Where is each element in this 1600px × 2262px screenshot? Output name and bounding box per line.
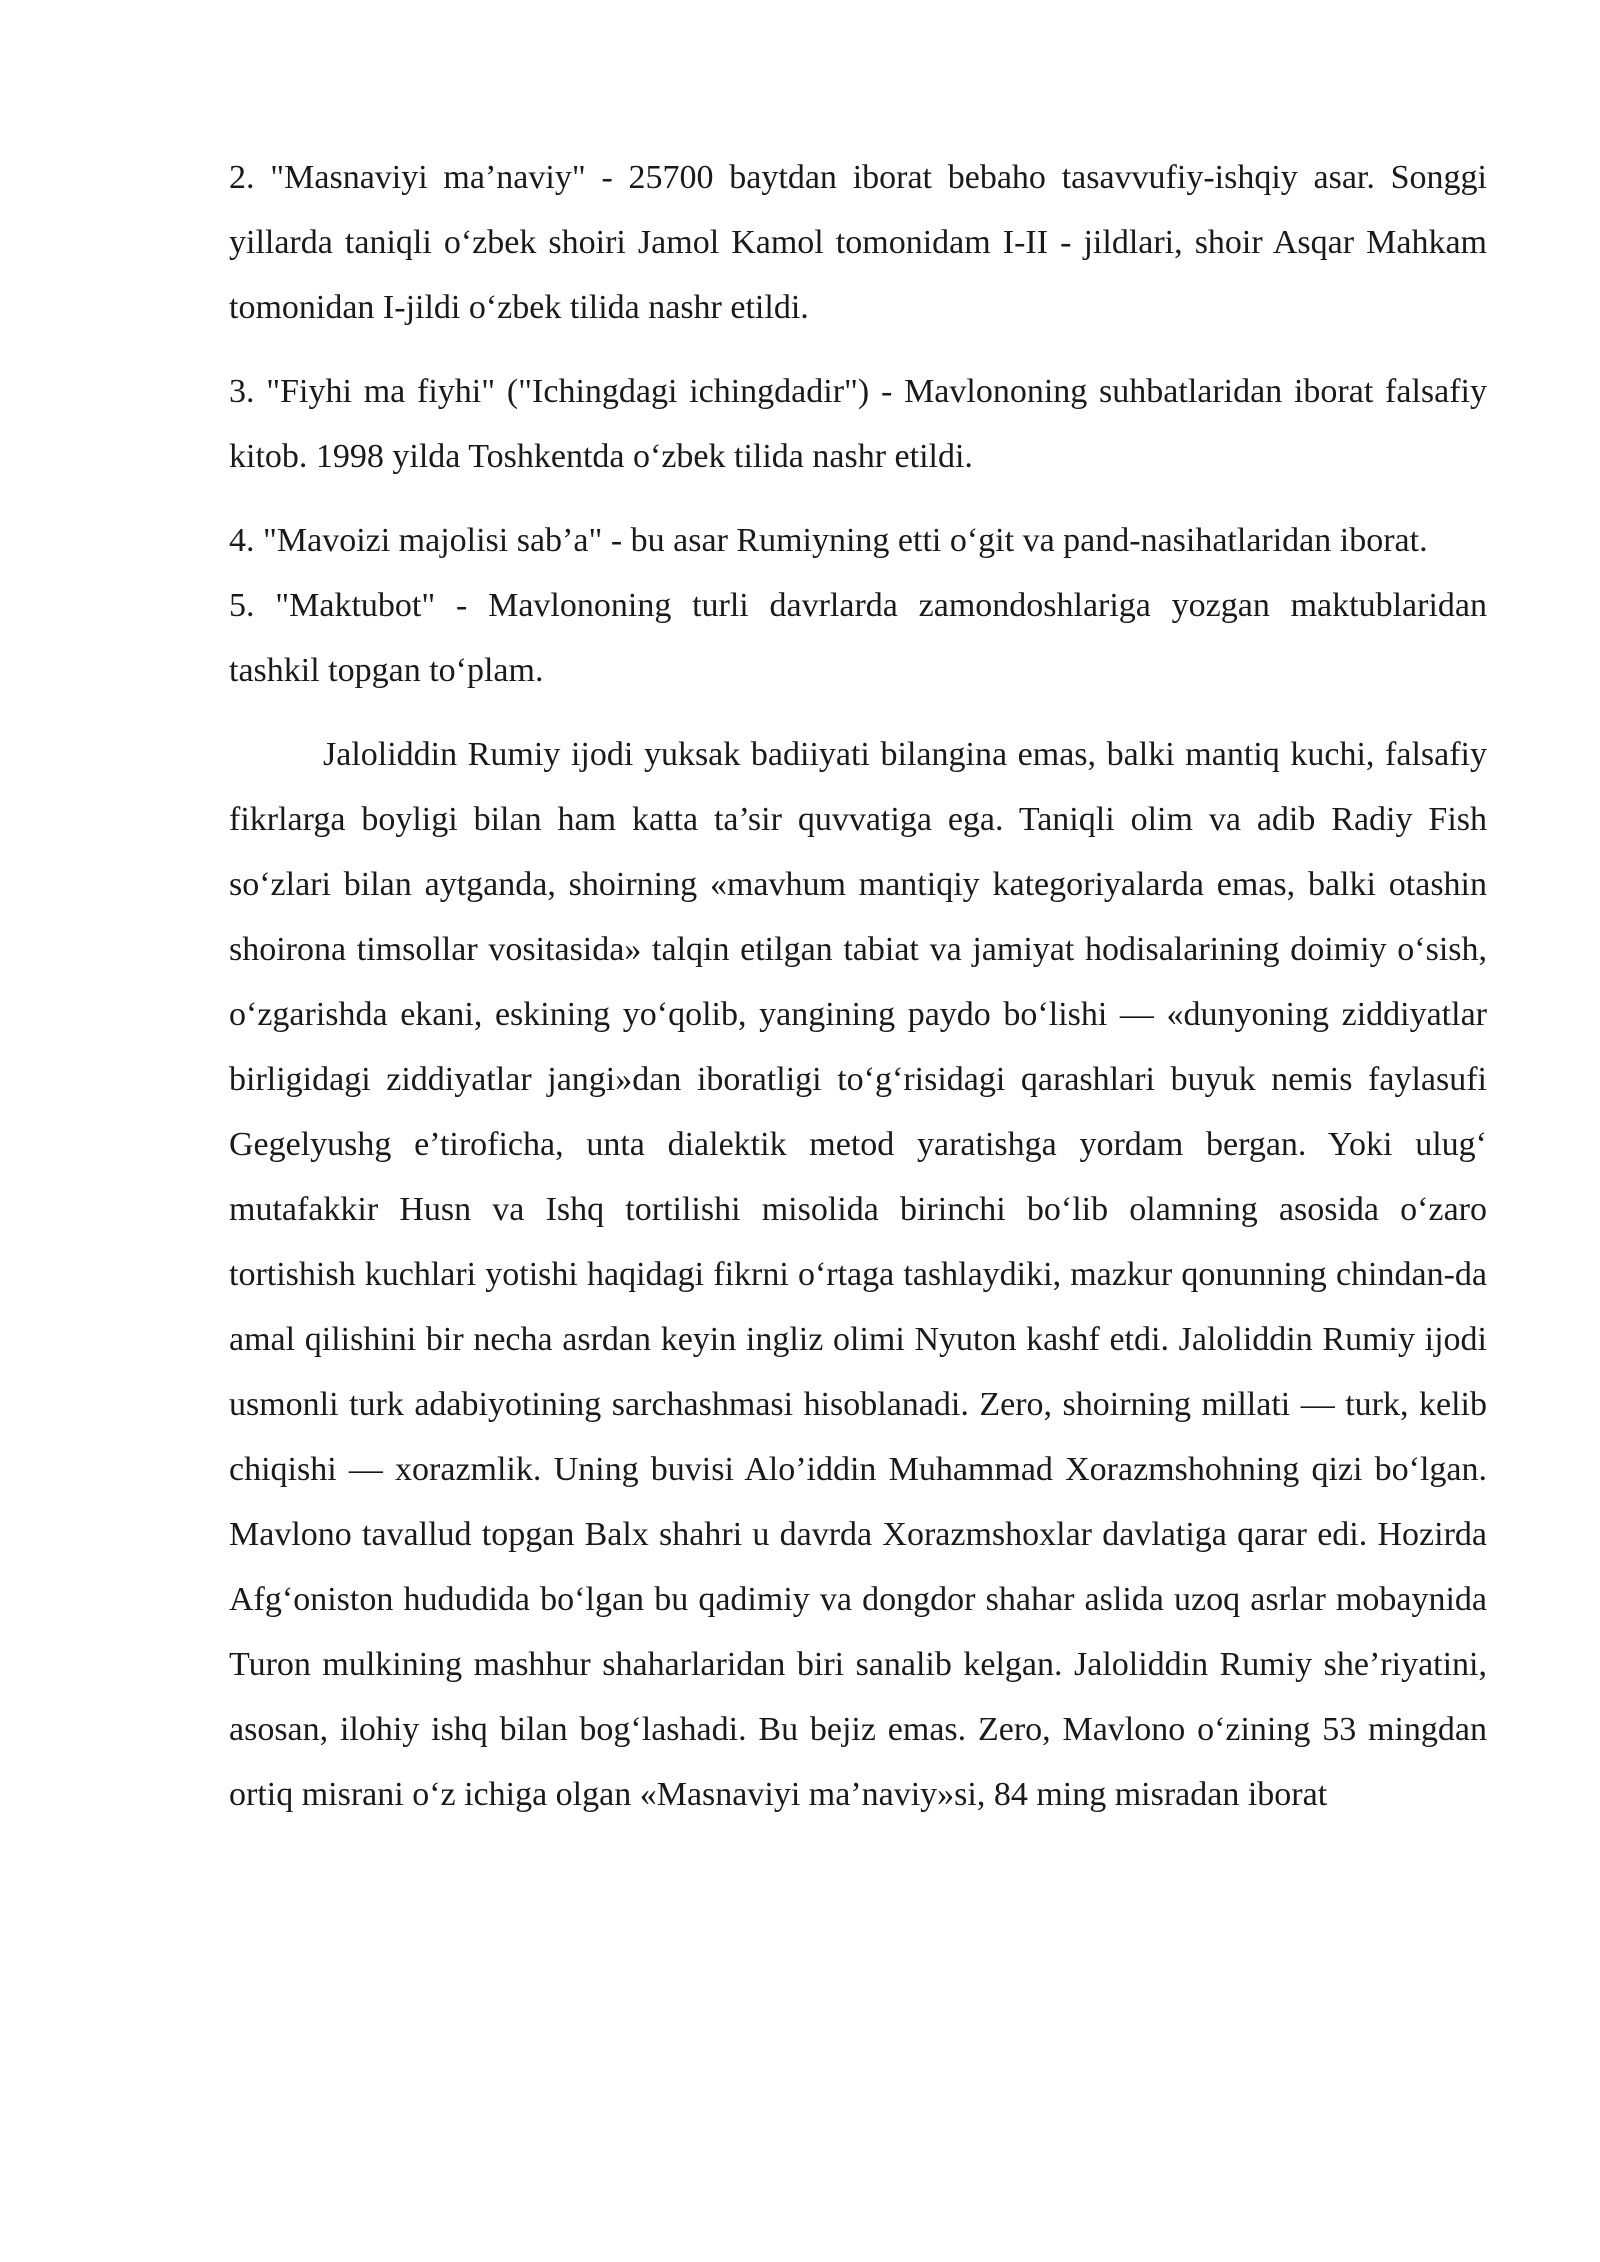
- list-item-fiyhi-ma-fiyhi: 3. "Fiyhi ma fiyhi" ("Ichingdagi ichingdadir") - Mavlononing suhbatlaridan iborat falsafiy kitob. 1998 yilda Toshkentda o‘zbek tilida nashr etildi.: [229, 373, 1487, 475]
- list-item-maktubot: 5. "Maktubot" - Mavlononing turli davrlarda zamondoshlariga yozgan maktublaridan tashkil topgan to‘plam.: [229, 587, 1487, 689]
- list-item-mavoizi-majolisi: 4. "Mavoizi majolisi sab’a" - bu asar Rumiyning etti o‘git va pand-nasihatlaridan iborat.: [229, 522, 1428, 559]
- body-paragraph: Jaloliddin Rumiy ijodi yuksak badiiyati bilangina emas, balki mantiq kuchi, falsafiy fikrlarga boyligi bilan ham katta ta’sir quvvatiga ega. Taniqli olim va adib Radiy Fish so‘zlari bilan aytganda, shoirning «mavhum mantiqiy kategoriyalarda emas, balki otashin shoirona timsollar vositasida» talqin etilgan tabiat va jamiyat hodisalarining doimiy o‘sish, o‘zgarishda ekani, eskining yo‘qolib, yangining paydo bo‘lishi — «dunyoning ziddiyatlar birligidagi ziddiyatlar jangi»dan iboratligi to‘g‘risidagi qarashlari buyuk nemis faylasufi Gegelyushg e’tiroficha, unta dialektik metod yaratishga yordam bergan. Yoki ulug‘ mutafakkir Husn va Ishq tortilishi misolida birinchi bo‘lib olamning asosida o‘zaro tortishish kuchlari yotishi haqidagi fikrni o‘rtaga tashlaydiki, mazkur qonunning chindan-da amal qilishini bir necha asrdan keyin ingliz olimi Nyuton kashf etdi. Jaloliddin Rumiy ijodi usmonli turk adabiyotining sarchashmasi hisoblanadi. Zero, shoirning millati — turk, kelib chiqishi — xorazmlik. Uning buvisi Alo’iddin Muhammad Xorazmshohning qizi bo‘lgan. Mavlono tavallud topgan Balx shahri u davrda Xorazmshoxlar davlatiga qarar edi. Hozirda Afg‘oniston hududida bo‘lgan bu qadimiy va dongdor shahar aslida uzoq asrlar mobaynida Turon mulkining mashhur shaharlaridan biri sanalib kelgan. Jaloliddin Rumiy she’riyatini, asosan, ilohiy ishq bilan bog‘lashadi. Bu bejiz emas. Zero, Mavlono o‘zining 53 mingdan ortiq misrani o‘z ichiga olgan «Masnaviyi ma’naviy»si, 84 ming misradan iborat: [229, 736, 1487, 1813]
- document-body: [229, 145, 1487, 1827]
- list-item-masnaviy: 2. "Masnaviyi ma’naviy" - 25700 baytdan iborat bebaho tasavvufiy-ishqiy asar. Songgi yillarda taniqli o‘zbek shoiri Jamol Kamol tomonidam I-II - jildlari, shoir Asqar Mahkam tomonidan I-jildi o‘zbek tilida nashr etildi.: [229, 159, 1487, 326]
